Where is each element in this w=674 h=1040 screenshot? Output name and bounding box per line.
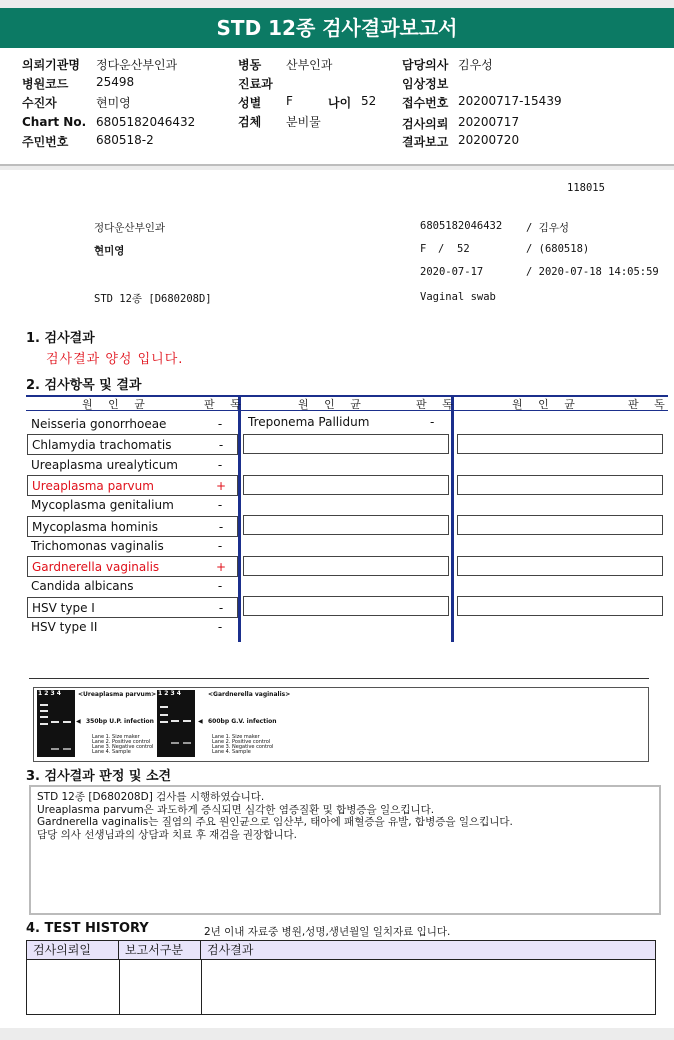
report-body [0, 170, 674, 1028]
pathogen-result: + [215, 560, 227, 575]
report-title: STD 12종 검사결과보고서 [0, 8, 674, 48]
pathogen-name: Mycoplasma genitalium [31, 498, 174, 513]
pathogen-result: - [218, 600, 224, 615]
column-header: 원 인 균 [82, 398, 151, 411]
column-header: 판 독 [204, 398, 247, 411]
test-date: 2020-07-17 [420, 266, 484, 278]
empty-cell [243, 596, 449, 616]
pathogen-row [27, 475, 238, 496]
header-value: 산부인과 [286, 58, 333, 72]
header-value: 김우성 [458, 58, 493, 72]
section3-title: 3. 검사결과 판정 및 소견 [26, 769, 172, 784]
header-value: 분비물 [286, 115, 321, 129]
pathogen-row [27, 414, 238, 434]
pathogen-result: - [217, 538, 223, 553]
comment-line: Gardnerella vaginalis는 질염의 주요 원인균으로 임산부, 태아에 패혈증을 유발, 합병증을 일으킵니다. [37, 816, 513, 828]
patient-name: 현미영 [94, 245, 125, 257]
pathogen-row [27, 536, 238, 556]
empty-cell [457, 515, 663, 535]
header-value: 680518-2 [96, 133, 154, 147]
pathogen-row [27, 556, 238, 577]
pathogen-result: - [430, 415, 435, 429]
header-value: 정다운산부인과 [96, 58, 178, 72]
gel-title: <Gardnerella vaginalis> [208, 691, 291, 698]
header-value: 25498 [96, 75, 135, 89]
column-separator [238, 395, 241, 642]
header-value: 52 [361, 94, 377, 108]
column-header: 판 독 [628, 398, 671, 411]
header-label: 결과보고 [402, 135, 449, 149]
header-label: 성별 [238, 96, 262, 110]
comment-line: STD 12종 [D680208D] 검사를 시행하였습니다. [37, 791, 265, 803]
empty-cell [457, 434, 663, 454]
pathogen-name: Mycoplasma hominis [32, 519, 158, 534]
column-header: 원 인 균 [298, 398, 367, 411]
gel-legend: Lane 2. Positive control [212, 739, 271, 745]
pathogen-result: - [217, 457, 223, 472]
header-value: 현미영 [96, 96, 131, 110]
pathogen-name: Gardnerella vaginalis [32, 560, 160, 575]
history-note: 2년 이내 자료중 병원,성명,생년월일 일치자료 입니다. [204, 926, 451, 938]
column-header: 판 독 [416, 398, 459, 411]
gel-arrow-label: 350bp U.P. infection [86, 718, 154, 725]
pathogen-name: Treponema Pallidum [248, 415, 370, 429]
pathogen-name: Ureaplasma parvum [32, 478, 154, 493]
test-name: STD 12종 [D680208D] [94, 293, 212, 305]
gel-lanes: 1 2 3 4 [38, 690, 61, 697]
gel-legend: Lane 4. Sample [92, 749, 131, 755]
pathogen-row [27, 495, 238, 515]
patient-sex: F [420, 243, 427, 255]
column-header: 원 인 균 [512, 398, 581, 411]
pathogen-row [27, 455, 238, 475]
history-col-type: 보고서구분 [119, 941, 201, 959]
header-label: 접수번호 [402, 96, 449, 110]
empty-cell [243, 434, 449, 454]
pathogen-result: - [217, 498, 223, 513]
pathogen-row [27, 516, 238, 537]
empty-cell [457, 596, 663, 616]
specimen: Vaginal swab [420, 291, 496, 303]
header-label: 검사의뢰 [402, 117, 449, 131]
pathogen-row [27, 576, 238, 596]
section2-title: 2. 검사항목 및 결과 [26, 378, 142, 393]
section1-title: 1. 검사결과 [26, 331, 95, 346]
pathogen-name: HSV type I [32, 600, 95, 615]
header-label: 나이 [328, 96, 352, 110]
report-code: 118015 [567, 182, 605, 194]
header-label: 수진자 [22, 96, 57, 110]
report-datetime: / 2020-07-18 14:05:59 [526, 266, 659, 278]
gel-image-right [157, 690, 195, 757]
gel-arrow-icon: ◀ [76, 718, 81, 725]
pathogen-result: - [218, 519, 224, 534]
gel-images [33, 687, 649, 762]
empty-cell [243, 475, 449, 495]
column-separator [451, 395, 454, 642]
pathogen-name: Candida albicans [31, 579, 134, 594]
pathogen-name: Ureaplasma urealyticum [31, 457, 178, 472]
history-table [26, 940, 656, 1015]
header-label: 주민번호 [22, 135, 69, 149]
header-label: 병원코드 [22, 77, 69, 91]
gel-legend: Lane 4. Sample [212, 749, 251, 755]
gel-legend: Lane 2. Positive control [92, 739, 151, 745]
empty-cell [457, 556, 663, 576]
history-divider [201, 959, 202, 1014]
pathogen-name: Trichomonas vaginalis [31, 538, 164, 553]
header-label: 의뢰기관명 [22, 58, 80, 72]
pathogen-result: - [217, 620, 223, 634]
header-label: 병동 [238, 58, 262, 72]
result-summary: 검사결과 양성 입니다. [46, 352, 184, 367]
chart-number: 6805182046432 [420, 220, 503, 232]
gel-arrow-icon: ◀ [198, 718, 203, 725]
pathogen-result: - [218, 438, 224, 453]
report-header [0, 48, 674, 166]
patient-age: 52 [457, 243, 470, 255]
history-col-result: 검사결과 [207, 943, 254, 957]
gel-legend: Lane 1. Size maker [92, 734, 140, 740]
pathogen-name: Neisseria gonorrhoeae [31, 417, 167, 431]
pathogen-result: - [217, 417, 223, 431]
header-value: 20200717-15439 [458, 94, 562, 108]
pathogen-row [27, 597, 238, 618]
header-value: 6805182046432 [96, 115, 196, 129]
gel-legend: Lane 3. Negative control [212, 744, 274, 750]
hospital-name: 정다운산부인과 [94, 222, 166, 234]
empty-cell [243, 515, 449, 535]
history-divider [119, 959, 120, 1014]
header-value: F [286, 94, 293, 108]
pathogen-result: + [215, 478, 227, 493]
header-label: 담당의사 [402, 58, 449, 72]
pathogen-result: - [217, 579, 223, 594]
comment-line: Ureaplasma parvum은 과도하게 증식되면 심각한 염증질환 및 합병증을 일으킵니다. [37, 803, 435, 816]
history-col-date: 검사의뢰일 [27, 941, 119, 959]
header-label: Chart No. [22, 115, 87, 129]
gel-arrow-label: 600bp G.V. infection [208, 718, 277, 725]
header-label: 진료과 [238, 77, 273, 91]
pathogen-row [27, 617, 238, 637]
patient-birth: / (680518) [526, 243, 590, 255]
comments-box [29, 785, 661, 915]
gel-image-left [37, 690, 75, 757]
pathogen-row [27, 434, 238, 455]
header-value: 20200720 [458, 133, 520, 147]
pathogen-name: HSV type II [31, 620, 98, 634]
header-value: 20200717 [458, 115, 520, 129]
gel-title: <Ureaplasma parvum> [78, 691, 157, 698]
gel-lanes: 1 2 3 4 [158, 690, 181, 697]
history-header [27, 941, 655, 960]
doctor-name: / 김우성 [526, 222, 570, 234]
divider [29, 678, 649, 679]
empty-cell [243, 556, 449, 576]
header-label: 임상정보 [402, 77, 449, 91]
empty-cell [457, 475, 663, 495]
section4-title: 4. TEST HISTORY [26, 921, 149, 936]
header-label: 검체 [238, 115, 262, 129]
comment-line: 담당 의사 선생님과의 상담과 치료 후 재검을 권장합니다. [37, 828, 297, 841]
pathogen-name: Chlamydia trachomatis [32, 438, 172, 453]
gel-legend: Lane 1. Size maker [212, 734, 260, 740]
separator: / [438, 243, 445, 255]
gel-legend: Lane 3. Negative control [92, 744, 154, 750]
